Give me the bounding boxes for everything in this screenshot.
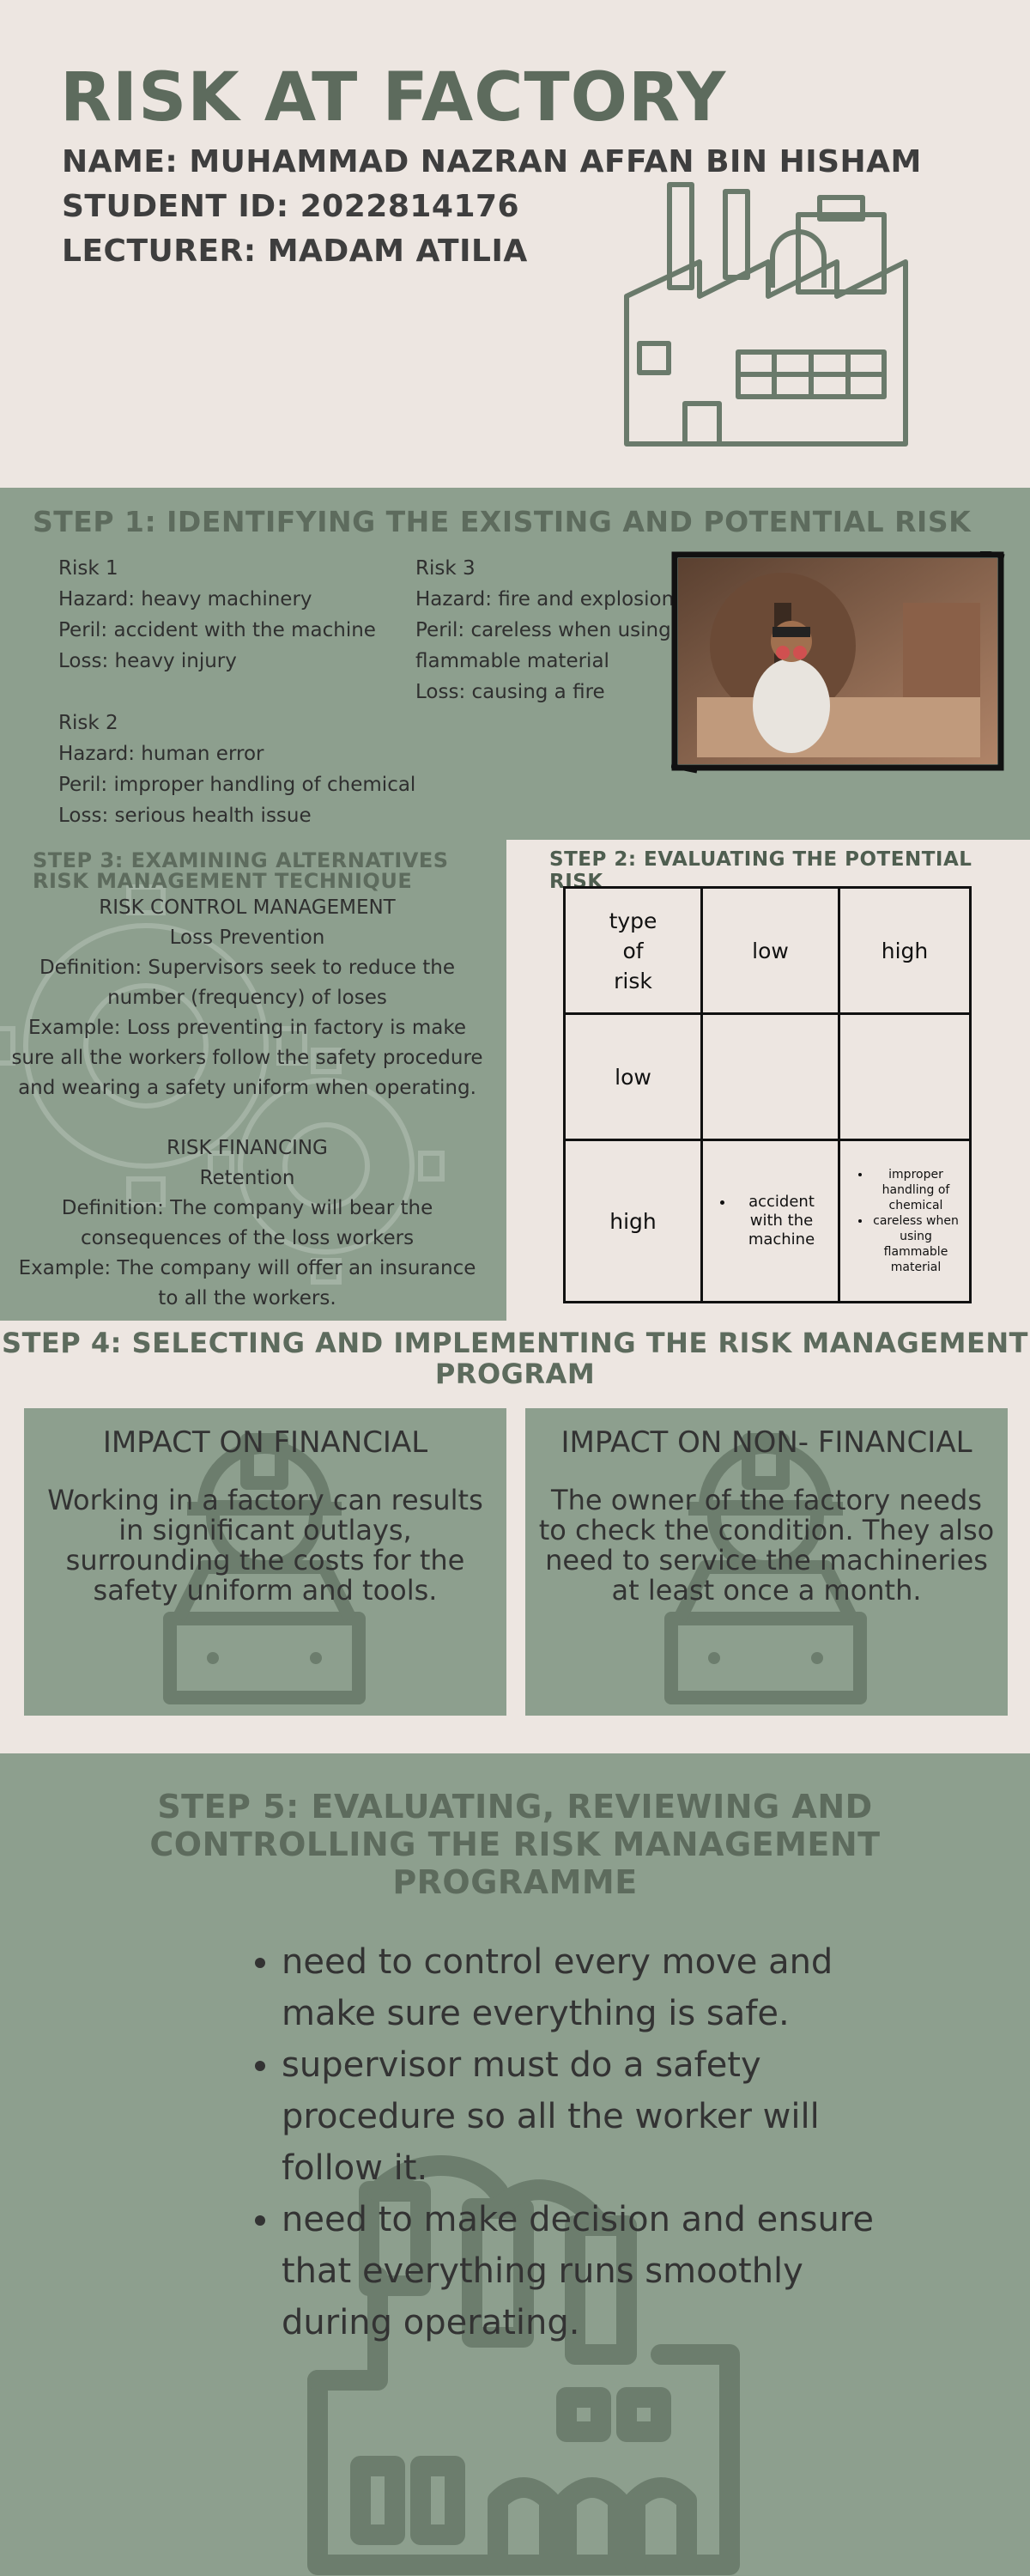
matrix-cell-low-high [838, 1012, 972, 1141]
risk-control-title: RISK CONTROL MANAGEMENT [99, 896, 396, 919]
risk3-title: Risk 3 [415, 557, 476, 580]
step5-heading [0, 1788, 1030, 1901]
matrix-row-high: high [563, 1139, 703, 1303]
step2-heading: STEP 2: EVALUATING THE POTENTIAL RISK [549, 848, 972, 893]
impact-nonfinancial-title: IMPACT ON NON- FINANCIAL [560, 1425, 972, 1460]
risk-financing-definition: Definition: The company will bear the consequences of the loss workers [61, 1197, 433, 1249]
matrix-col-low: low [700, 886, 840, 1015]
risk1-hazard: Hazard: heavy machinery [58, 588, 312, 611]
matrix-row-low: low [563, 1012, 703, 1141]
student-id: STUDENT ID: 2022814176 [62, 189, 520, 224]
risk2-hazard: Hazard: human error [58, 743, 264, 765]
risk3-hazard: Hazard: fire and explosion [415, 588, 675, 611]
matrix-cell-low-low [700, 1012, 840, 1141]
impact-financial-title: IMPACT ON FINANCIAL [102, 1425, 428, 1460]
risk-matrix [563, 886, 972, 1303]
impact-nonfinancial-text: The owner of the factory needs to check the condition. They also need to service the machineries at least once a month. [538, 1484, 995, 1607]
risk-financing-title: RISK FINANCING [167, 1137, 328, 1159]
factory-icon [618, 176, 914, 451]
matrix-item: • accident with the machine [735, 1193, 829, 1249]
step3-heading [33, 850, 449, 891]
matrix-cell-high-high [838, 1139, 972, 1303]
risk3-peril-line2: flammable material [415, 650, 609, 672]
step4-heading-line2: PROGRAM [434, 1358, 596, 1390]
step4-heading-line1: STEP 4: SELECTING AND IMPLEMENTING THE RISK MANAGEMENT [2, 1327, 1028, 1359]
risk3-loss: Loss: causing a fire [415, 681, 605, 703]
step4-heading [0, 1327, 1030, 1389]
worker-photo [671, 551, 1006, 775]
lecturer: LECTURER: MADAM ATILIA [62, 234, 528, 269]
risk1-block [58, 553, 376, 677]
risk-control-definition: Definition: Supervisors seek to reduce the number (frequency) of loses [39, 957, 456, 1009]
step3-heading-line2: RISK MANAGEMENT TECHNIQUE [33, 869, 413, 893]
risk2-peril: Peril: improper handling of chemical [58, 774, 416, 796]
student-name: NAME: MUHAMMAD NAZRAN AFFAN BIN HISHAM [62, 144, 922, 179]
risk2-loss: Loss: serious health issue [58, 805, 312, 827]
risk3-block [415, 553, 674, 708]
risk-control-sub: Loss Prevention [169, 927, 325, 949]
step5-list [249, 1936, 900, 2348]
risk2-title: Risk 2 [58, 712, 118, 734]
matrix-item: • careless when using flammable material [871, 1213, 960, 1275]
risk3-peril-line1: Peril: careless when using [415, 619, 671, 641]
step3-body [7, 893, 488, 1314]
matrix-col-high: high [838, 886, 972, 1015]
risk1-title: Risk 1 [58, 557, 118, 580]
step5-heading-line1: STEP 5: EVALUATING, REVIEWING AND [157, 1788, 873, 1826]
matrix-item: • improper handling of chemical [871, 1167, 960, 1213]
step5-item: • need to control every move and make sure everything is safe. [282, 1936, 900, 2039]
step1-heading: STEP 1: IDENTIFYING THE EXISTING AND POTENTIAL RISK [33, 505, 972, 538]
step5-heading-line2: CONTROLLING THE RISK MANAGEMENT [149, 1826, 881, 1863]
impact-financial-text: Working in a factory can results in significant outlays, surrounding the costs for the safety uniform and tools. [47, 1484, 483, 1607]
risk1-loss: Loss: heavy injury [58, 650, 237, 672]
risk-financing-sub: Retention [199, 1167, 295, 1189]
impact-financial-card [24, 1408, 506, 1716]
step3-heading-line1: STEP 3: EXAMINING ALTERNATIVES [33, 848, 449, 872]
risk-financing-example: Example: The company will offer an insurance to all the workers. [18, 1257, 476, 1309]
risk2-block [58, 708, 415, 831]
matrix-cell-high-low [700, 1139, 840, 1303]
step5-item: • supervisor must do a safety procedure so all the worker will follow it. [282, 2039, 900, 2194]
impact-nonfinancial-card [525, 1408, 1008, 1716]
risk1-peril: Peril: accident with the machine [58, 619, 376, 641]
step5-heading-line3: PROGRAMME [392, 1863, 638, 1901]
page-title: RISK AT FACTORY [60, 59, 727, 137]
step5-item: • need to make decision and ensure that everything runs smoothly during operating. [282, 2194, 900, 2348]
risk-control-example: Example: Loss preventing in factory is make sure all the workers follow the safety procedure and wearing a safety uniform when operating. [11, 1017, 483, 1099]
matrix-corner: type of risk [563, 886, 703, 1015]
